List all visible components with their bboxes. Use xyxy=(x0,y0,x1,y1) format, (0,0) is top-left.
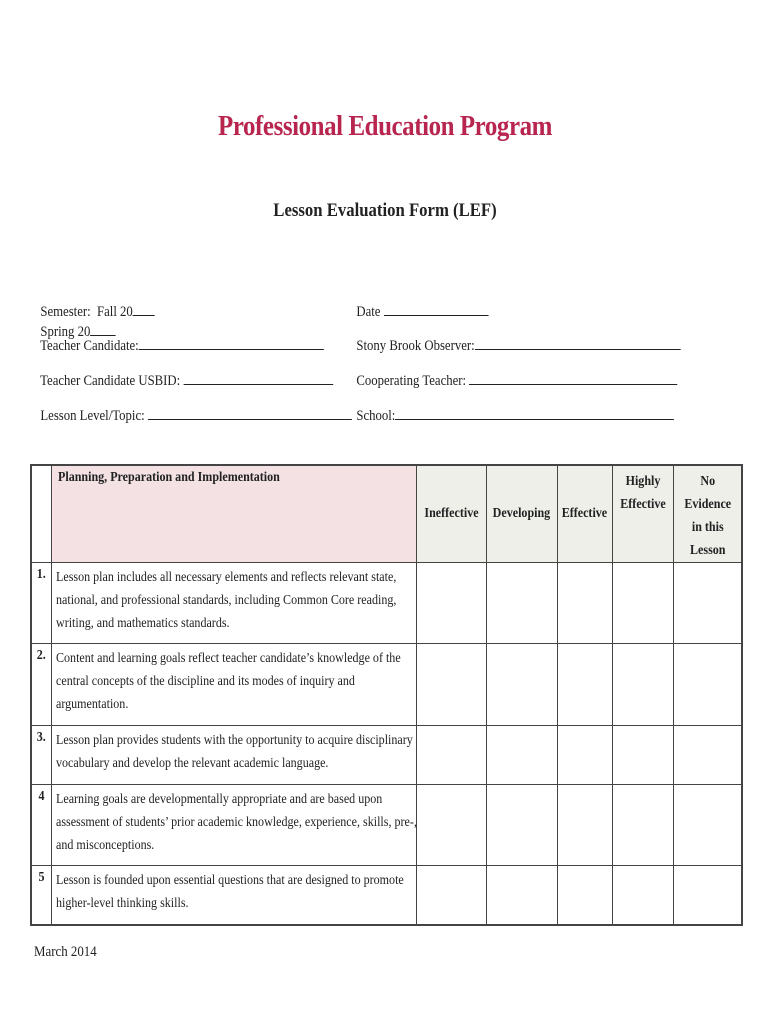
rating-cell[interactable] xyxy=(416,726,486,785)
teacher-candidate-blank[interactable] xyxy=(139,335,324,350)
evaluation-table xyxy=(30,464,743,926)
rating-cell[interactable] xyxy=(612,563,673,644)
rating-effective: Effective xyxy=(557,465,612,563)
table-row xyxy=(31,866,742,925)
teacher-candidate-label: Teacher Candidate: xyxy=(40,338,139,354)
usbid-blank[interactable] xyxy=(183,370,333,385)
lesson-label: Lesson Level/Topic: xyxy=(40,408,145,424)
table-row xyxy=(31,644,742,726)
rating-cell[interactable] xyxy=(416,644,486,726)
usbid-field xyxy=(34,353,333,390)
observer-label: Stony Brook Observer: xyxy=(356,338,475,354)
rating-cell[interactable] xyxy=(673,785,742,866)
footer-date: March 2014 xyxy=(34,944,97,960)
rating-cell[interactable] xyxy=(557,563,612,644)
header-num-cell xyxy=(31,465,51,563)
criterion-text: Lesson plan provides students with the opportunity to acquire disciplinary vocabulary and develop the relevant academic language. xyxy=(51,726,416,785)
rating-cell[interactable] xyxy=(557,726,612,785)
spring-label: Spring 20 xyxy=(40,324,91,340)
row-number: 4 xyxy=(31,785,51,866)
rating-cell[interactable] xyxy=(612,866,673,925)
date-field xyxy=(350,284,488,321)
date-label: Date xyxy=(356,304,381,320)
table-row xyxy=(31,563,742,644)
rating-cell[interactable] xyxy=(486,644,557,726)
school-label: School: xyxy=(356,408,396,424)
rating-cell[interactable] xyxy=(416,563,486,644)
table-row xyxy=(31,785,742,866)
rating-cell[interactable] xyxy=(486,726,557,785)
page-title: Professional Education Program xyxy=(218,110,552,142)
rating-cell[interactable] xyxy=(416,785,486,866)
rating-cell[interactable] xyxy=(486,785,557,866)
cooperating-label: Cooperating Teacher: xyxy=(356,373,467,389)
rating-cell[interactable] xyxy=(673,726,742,785)
date-blank[interactable] xyxy=(384,301,489,316)
rating-cell[interactable] xyxy=(612,644,673,726)
lesson-topic-field xyxy=(34,388,352,425)
cooperating-blank[interactable] xyxy=(469,370,677,385)
rating-cell[interactable] xyxy=(486,866,557,925)
rating-ineffective: Ineffective xyxy=(416,465,486,563)
rating-cell[interactable] xyxy=(486,563,557,644)
rating-cell[interactable] xyxy=(673,866,742,925)
observer-blank[interactable] xyxy=(475,335,681,350)
table-row xyxy=(31,726,742,785)
table-header-row xyxy=(31,465,742,563)
observer-field xyxy=(350,318,680,355)
rating-highly-effective: Highly Effective xyxy=(612,465,673,563)
row-number: 2. xyxy=(31,644,51,726)
rating-cell[interactable] xyxy=(557,866,612,925)
rating-developing: Developing xyxy=(486,465,557,563)
criterion-text: Learning goals are developmentally appropriate and are based upon assessment of students’ prior academic knowledge, experience, skills, pre-, and misconceptions. xyxy=(51,785,416,866)
row-number: 3. xyxy=(31,726,51,785)
criterion-text: Content and learning goals reflect teacher candidate’s knowledge of the central concepts of the discipline and its modes of inquiry and argumentation. xyxy=(51,644,416,726)
semester-label: Semester: Fall 20 xyxy=(40,304,133,320)
lesson-blank[interactable] xyxy=(148,405,352,420)
criterion-text: Lesson plan includes all necessary elements and reflects relevant state, national, and professional standards, including Common Core reading, writing, and mathematics standards. xyxy=(51,563,416,644)
fall-year-blank[interactable] xyxy=(133,301,155,316)
usbid-label: Teacher Candidate USBID: xyxy=(40,373,181,389)
rating-cell[interactable] xyxy=(416,866,486,925)
rating-no-evidence: No Evidence in this Lesson xyxy=(673,465,742,563)
criterion-text: Lesson is founded upon essential questions that are designed to promote higher-level thinking skills. xyxy=(51,866,416,925)
teacher-candidate-field xyxy=(34,318,324,355)
row-number: 1. xyxy=(31,563,51,644)
rating-cell[interactable] xyxy=(673,563,742,644)
cooperating-teacher-field xyxy=(350,353,678,390)
school-field xyxy=(350,388,674,425)
rating-cell[interactable] xyxy=(612,785,673,866)
rating-cell[interactable] xyxy=(557,785,612,866)
form-subtitle: Lesson Evaluation Form (LEF) xyxy=(273,200,497,221)
rating-cell[interactable] xyxy=(557,644,612,726)
school-blank[interactable] xyxy=(395,405,674,420)
section-header: Planning, Preparation and Implementation xyxy=(51,465,416,563)
rating-cell[interactable] xyxy=(612,726,673,785)
row-number: 5 xyxy=(31,866,51,925)
rating-cell[interactable] xyxy=(673,644,742,726)
